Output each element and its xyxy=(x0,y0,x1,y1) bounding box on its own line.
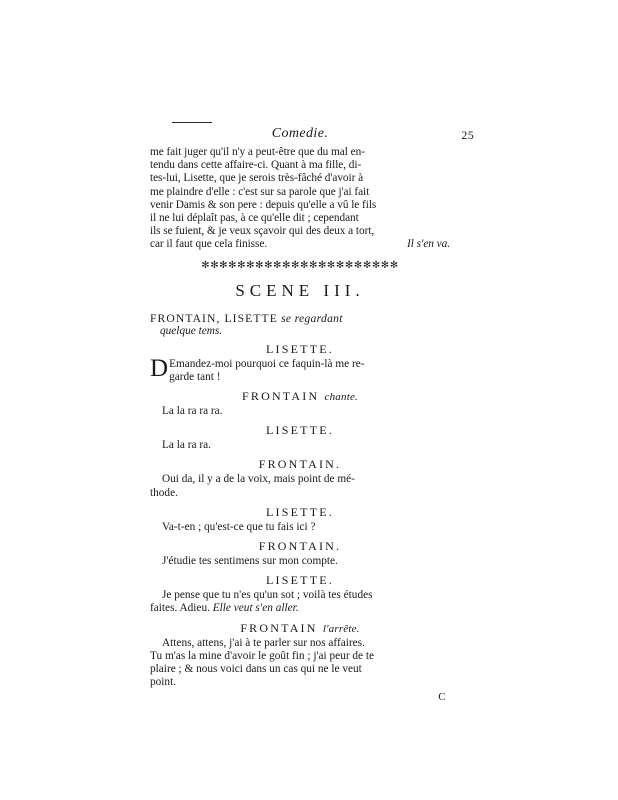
scanned-page-block xyxy=(150,120,474,704)
text-line: me fait juger qu'il n'y a peut-être que du mal en- xyxy=(150,146,365,158)
text-line: point. xyxy=(150,676,177,689)
speaker-stage-direction: chante. xyxy=(324,391,358,404)
speech-text xyxy=(150,354,450,384)
drop-capital: D xyxy=(150,354,169,382)
scene-heading: SCENE III. xyxy=(235,280,365,300)
stage-direction: Elle veut s'en aller. xyxy=(212,602,299,615)
speaker-name xyxy=(150,389,450,404)
speaker-name: LISETTE. xyxy=(266,341,334,356)
text-line: garde tant ! xyxy=(169,370,221,383)
text-line: tendu dans cette affaire-ci. Quant à ma fille, di- xyxy=(150,159,362,172)
text-line: Emandez-moi pourquoi ce faquin-là me re- xyxy=(169,357,365,370)
running-head: Comedie. xyxy=(271,126,329,141)
text-line: me plaindre d'elle : c'est sur sa parole que j'ai fait xyxy=(150,185,370,198)
text-line: Je pense que tu n'es qu'un sot ; voilà tes études xyxy=(162,589,373,602)
speech-text xyxy=(150,589,450,615)
text-line: plaire ; & nous voici dans un cas qui ne le veut xyxy=(150,663,362,676)
stage-direction: Il s'en va. xyxy=(407,238,450,251)
speaker-name: FRONTAIN. xyxy=(258,539,342,554)
speaker-label: FRONTAIN xyxy=(240,620,318,635)
catchword: C xyxy=(438,691,446,704)
text-line: Tu m'as la mine d'avoir le goût fin ; j'ai peur de te xyxy=(150,649,375,662)
speech-text xyxy=(150,637,450,690)
cast-stage-direction-cont: quelque tems. xyxy=(160,324,223,337)
text-line: venir Damis & son pere : depuis qu'elle a vû le fils xyxy=(150,198,377,211)
speaker-name: LISETTE. xyxy=(266,573,334,588)
cast-line xyxy=(150,312,450,325)
folio-number: 25 xyxy=(461,128,474,142)
speech-text: Va-t-en ; qu'est-ce que tu fais ici ? xyxy=(162,520,316,533)
cast-stage-direction: se regardant xyxy=(281,311,343,325)
speech-text: La la ra ra. xyxy=(162,439,211,452)
speech-text xyxy=(150,473,450,499)
speaker-label: FRONTAIN xyxy=(242,389,320,404)
text-line: Oui da, il y a de la voix, mais point de mé- xyxy=(162,473,355,486)
paragraph-continuation xyxy=(150,146,450,252)
speaker-name: LISETTE. xyxy=(266,504,334,519)
speaker-stage-direction: l'arrête. xyxy=(322,622,360,635)
text-line: Attens, attens, j'ai à te parler sur nos affaires. xyxy=(162,636,365,649)
text-line: car il faut que cela finisse. xyxy=(150,238,268,251)
text-line: thode. xyxy=(150,486,178,499)
cast-names: FRONTAIN, LISETTE xyxy=(150,311,278,325)
header-rule xyxy=(172,122,212,123)
text-line: tes-lui, Lisette, que je serois très-fâché d'avoir à xyxy=(150,172,364,185)
ornament-band: ✻✻✻✻✻✻✻✻✻✻✻✻✻✻✻✻✻✻✻✻✻✻ xyxy=(201,259,399,271)
speaker-name xyxy=(150,621,450,636)
body-text xyxy=(150,146,450,704)
speaker-name: FRONTAIN. xyxy=(258,457,342,472)
text-line: il ne lui déplaît pas, à ce qu'elle dit ; cependant xyxy=(150,212,359,225)
speech-text: La la ra ra ra. xyxy=(162,405,223,418)
speaker-name: LISETTE. xyxy=(266,423,334,438)
text-line: ils se fuient, & je veux sçavoir qui des deux a tort, xyxy=(150,225,375,238)
text-line: faites. Adieu. xyxy=(150,602,210,615)
speech-text: J'étudie tes sentimens sur mon compte. xyxy=(162,555,338,568)
